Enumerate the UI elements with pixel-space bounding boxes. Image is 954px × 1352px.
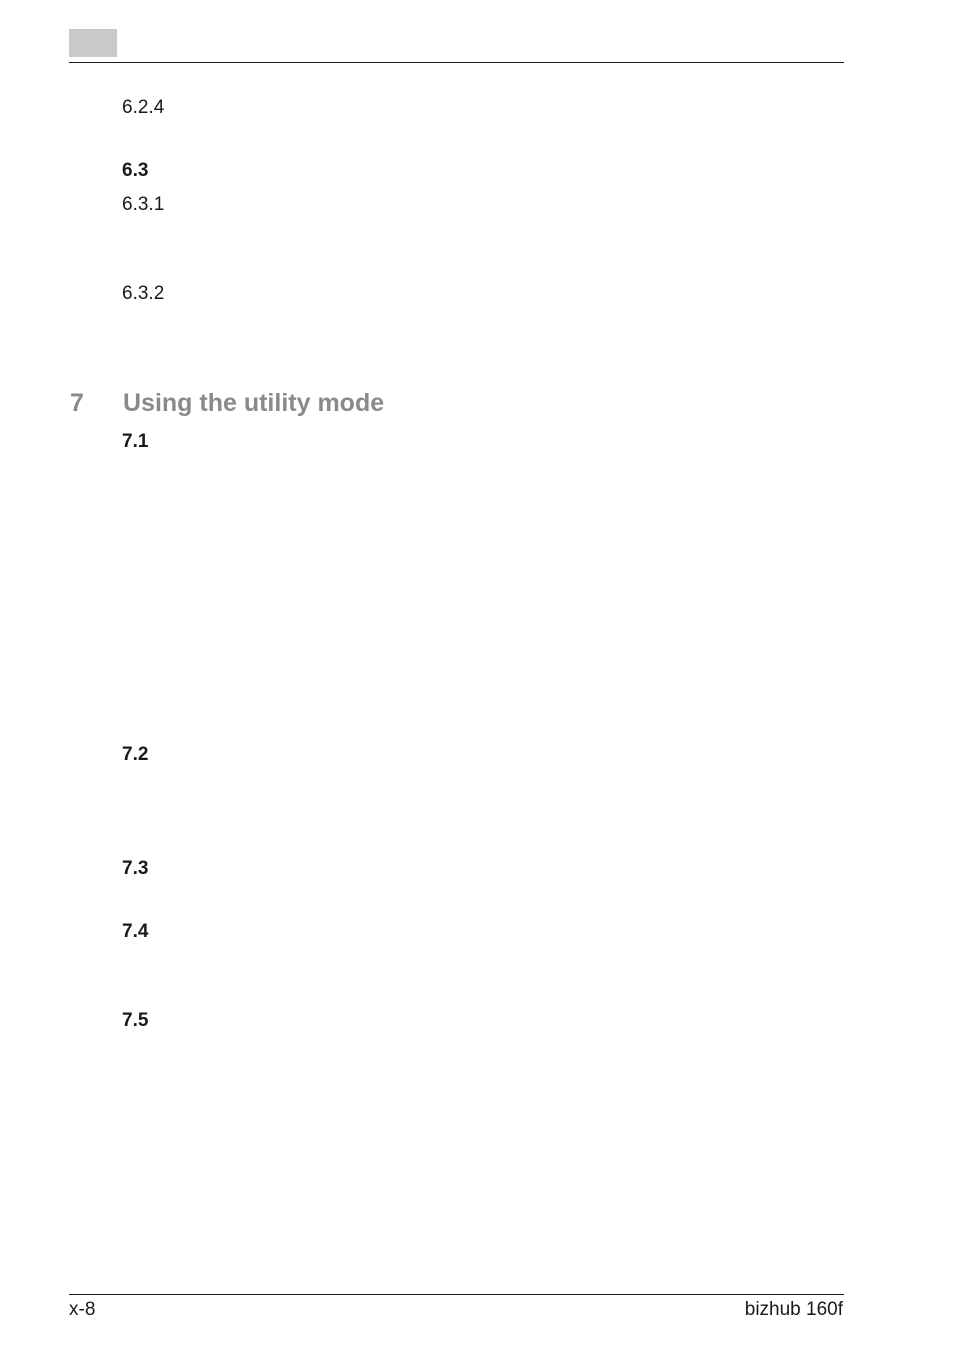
toc-entry-number: 7.5	[122, 1010, 149, 1031]
toc-entry-number: 6.3	[122, 160, 149, 181]
toc-entry-number: 7.4	[122, 921, 149, 942]
footer-page-number: x-8	[69, 1299, 96, 1320]
toc-entry-number: 6.3.2	[122, 283, 165, 304]
toc-entry-number: 7.1	[122, 431, 149, 452]
toc-entry-number: 6.2.4	[122, 97, 165, 118]
toc-entry-number: 7.3	[122, 858, 149, 879]
toc-entry-number: 7.2	[122, 744, 149, 765]
chapter-number: 7	[70, 389, 84, 417]
chapter-title: Using the utility mode	[123, 389, 385, 417]
footer-rule	[69, 1294, 844, 1295]
footer-product-name: bizhub 160f	[744, 1299, 843, 1320]
chapter-tab-marker	[69, 29, 117, 57]
header-rule	[69, 62, 844, 63]
toc-entry-number: 6.3.1	[122, 194, 165, 215]
